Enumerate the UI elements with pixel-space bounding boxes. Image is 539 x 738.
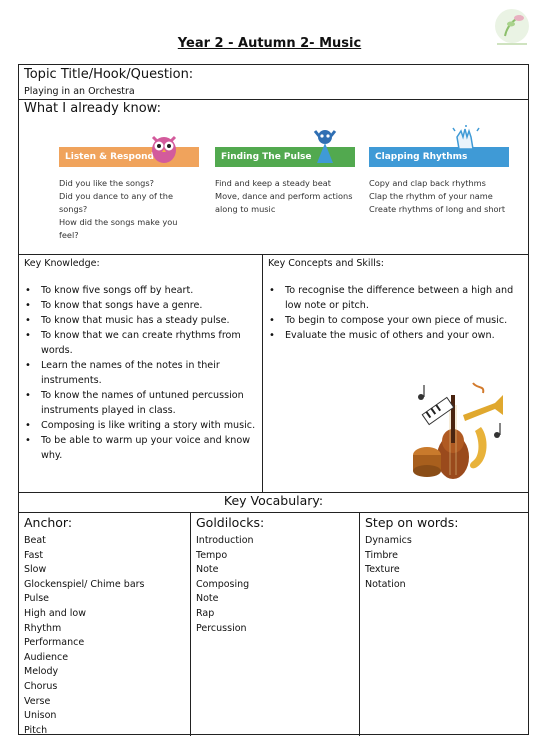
vocab-word: Verse [24,695,51,707]
key-concepts-label: Key Concepts and Skills: [268,258,384,269]
goldilocks-words-column [191,513,359,636]
anchor-words-column [19,513,190,738]
card-title: Clapping Rhythms [369,147,509,167]
list-item: • To be able to warm up your voice and know why. [19,433,262,463]
topic-section [19,67,528,97]
step-on-label: Step on words: [365,515,459,530]
vocab-word: Percussion [196,622,247,634]
robot-character-icon [311,127,339,165]
vocab-word: Texture [365,564,400,576]
vocab-word: Timbre [365,549,398,561]
clapping-hands-icon [451,125,481,151]
card-line: Create rhythms of long and short [369,204,506,214]
page-title: Year 2 - Autumn 2- Music [177,36,362,51]
card-line: Clap the rhythm of your name [369,191,493,201]
card-title: Listen & Respond [59,147,199,167]
list-item: • To begin to compose your own piece of music. [263,313,528,328]
list-item: • To know that music has a steady pulse. [19,313,262,328]
list-item: • To know the names of untuned percussion instruments played in class. [19,388,262,418]
vocab-word: High and low [24,607,86,619]
vocab-word: Beat [24,535,46,546]
card-line: along to music [215,204,276,214]
card-line: How did the songs make you feel? [59,217,178,240]
key-knowledge-section [19,255,262,463]
vocab-word: Tempo [196,549,228,561]
vocab-word: Rhythm [24,622,62,634]
card-finding-pulse [215,147,355,216]
card-line: Move, dance and perform actions [215,191,353,201]
vocab-word: Glockenspiel/ Chime bars [24,578,145,590]
card-clapping-rhythms [369,147,509,216]
key-knowledge-label: Key Knowledge: [24,258,100,269]
list-item: • To know five songs off by heart. [19,283,262,298]
topic-label: Topic Title/Hook/Question: [24,67,194,82]
vocab-word: Note [196,564,219,576]
card-listen-respond [59,147,199,242]
card-title: Finding The Pulse [215,147,355,167]
vocab-word: Pitch [24,724,48,736]
card-line: Find and keep a steady beat [215,178,331,188]
vocab-word: Fast [24,549,44,561]
step-on-words-column [360,513,528,592]
vocab-word: Rap [196,607,215,619]
goldilocks-label: Goldilocks: [196,515,265,530]
owl-icon [147,131,181,165]
topic-value: Playing in an Orchestra [24,86,135,97]
list-item: • To know that we can create rhythms from words. [19,328,262,358]
card-line: Copy and clap back rhythms [369,178,486,188]
vocab-word: Introduction [196,535,254,546]
orchestra-instruments-icon [403,375,513,487]
vocab-word: Melody [24,666,59,678]
card-line: Did you like the songs? [59,178,154,188]
vocabulary-label: Key Vocabulary: [223,493,324,508]
vocab-word: Slow [24,564,47,576]
list-item: • Learn the names of the notes in their instruments. [19,358,262,388]
vocab-word: Pulse [24,593,50,605]
school-logo-icon [491,6,533,50]
knowledge-organiser [18,64,529,735]
list-item: • Evaluate the music of others and your own. [263,328,528,343]
vocab-word: Audience [24,651,69,663]
list-item: • To know that songs have a genre. [19,298,262,313]
list-item: • To recognise the difference between a high and low note or pitch. [263,283,528,313]
vocab-word: Dynamics [365,535,412,546]
vocab-word: Unison [24,710,57,722]
card-line: Did you dance to any of the songs? [59,191,173,214]
vocab-word: Composing [196,578,250,590]
unit-cards [59,147,519,257]
vocab-word: Note [196,593,219,605]
already-know-section [19,101,528,116]
list-item: • Composing is like writing a story with music. [19,418,262,433]
already-know-label: What I already know: [24,101,161,116]
vocab-word: Notation [365,578,406,590]
vocab-word: Chorus [24,680,58,692]
key-concepts-section [263,255,528,343]
vocab-word: Performance [24,637,85,649]
anchor-label: Anchor: [24,515,73,530]
